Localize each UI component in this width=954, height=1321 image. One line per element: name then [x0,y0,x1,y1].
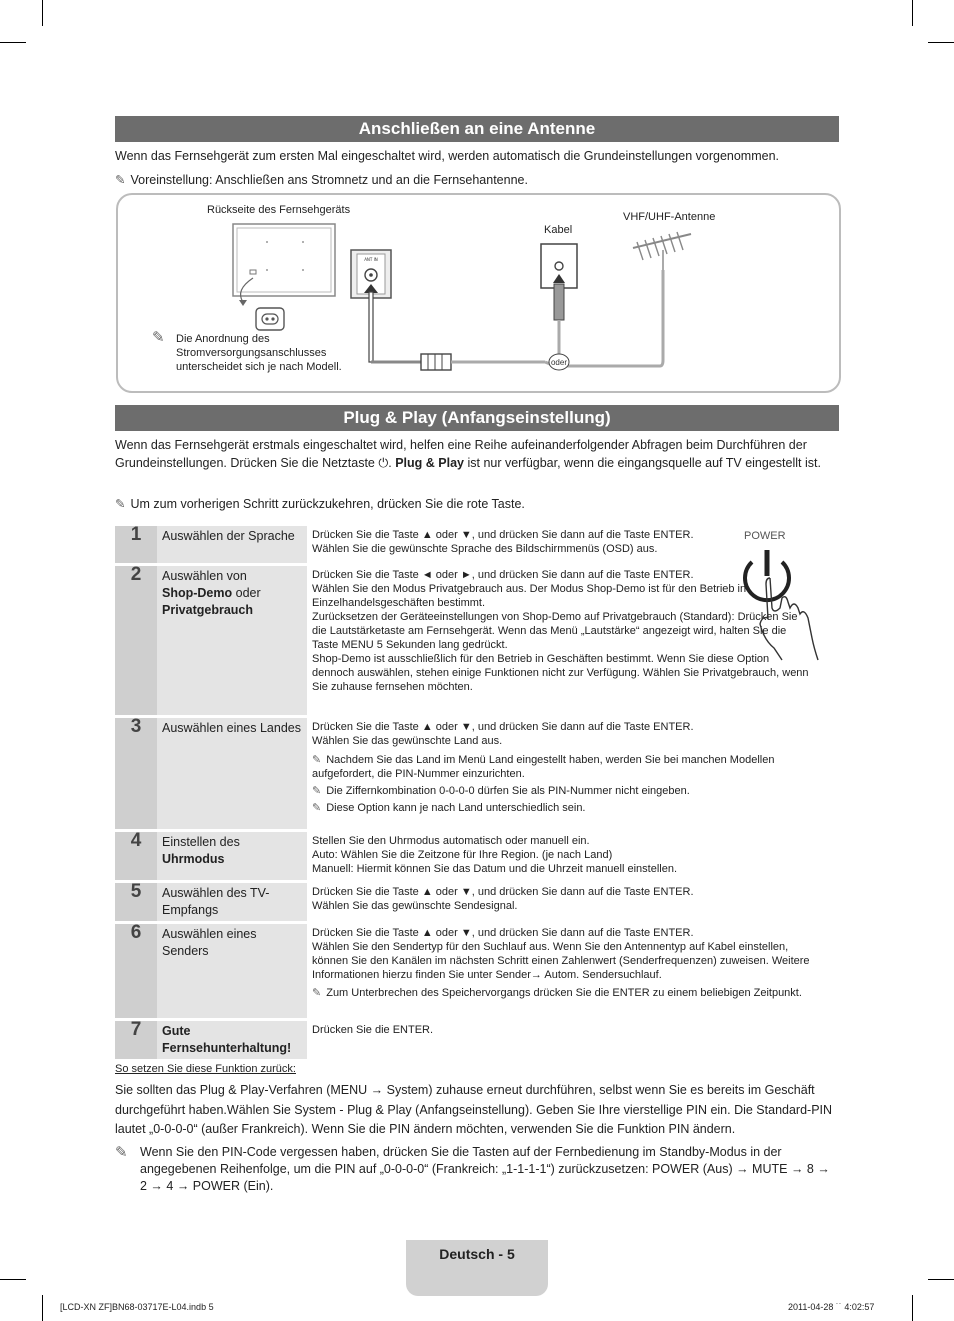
reset-note: ✎ Wenn Sie den PIN-Code vergessen haben, drücken Sie die Tasten auf der Fernbedienung im Standby-Modus in der angegebenen Reihenfolge, um die PIN auf „0-0-0-0“ (Frankreich: „1-1-1-1“) zurückzusetzen: POWER (Aus) → MUTE → 8 → 2 → 4 → POWER (Ein). [115,1143,830,1193]
footer-file: [LCD-XN ZF]BN68-03717E-L04.indb 5 [60,1302,214,1312]
note-pencil-icon: ✎ [115,1143,128,1161]
step-number: 7 [115,1021,157,1059]
step-description: Drücken Sie die Taste ▲ oder ▼, und drücken Sie dann auf die Taste ENTER. Wählen Sie das gewünschte Sendesignal. [312,886,694,912]
step-label: Auswählen eines Senders [157,924,307,1018]
tv-back-panel [233,224,335,296]
step-row [115,832,815,880]
power-socket-icon [256,308,284,330]
reset-heading: So setzen Sie diese Funktion zurück: [115,1063,296,1075]
step-label: Auswählen von Shop-Demo oder Privatgebrauch [157,566,307,715]
step-number: 6 [115,924,157,1018]
step-number: 5 [115,883,157,921]
step-number: 3 [115,718,157,829]
ant-in-text: ANT IN [364,257,378,262]
step-label: Auswählen des TV-Empfangs [157,883,307,921]
step-number: 2 [115,566,157,715]
step-label: Auswählen der Sprache [157,526,307,563]
page-number-tab: Deutsch - 5 [406,1240,548,1296]
crop-mark [42,1295,43,1321]
step-description: Drücken Sie die Taste ◄ oder ►, und drücken Sie dann auf die Taste ENTER. Wählen Sie den Modus Privatgebrauch aus. Der Modus Shop-Demo ist für den Betrieb in Einzelhandelsgeschäften bestimmt. Zurücksetzen der Geräteeinstellungen von Shop-Demo auf Privatgebrauch (Standard): Drücken Sie die Lautstärketaste am Fernsehgerät. Wenn das Menü „Lautstärke“ angezeigt wird, halten Sie die Taste MENU 5 Sekunden lang gedrückt. Shop-Demo ist ausschließlich für den Betrieb in Geschäften bestimmt. Wenn Sie diese Option dennoch auswählen, stehen einige Funktionen nicht zur Verfügung. Wählen Sie Privatgebrauch, wenn Sie zuhause fernsehen möchten. [312,569,809,693]
coax-plug-icon [421,354,451,370]
note-pencil-icon: ✎ [115,496,126,511]
step-row [115,924,815,1018]
step-description: Drücken Sie die Taste ▲ oder ▼, und drücken Sie dann auf die Taste ENTER. Wählen Sie den Sendertyp für den Suchlauf aus. Wenn Sie den Antennentyp auf Kabel einstellen, können Sie den Kanälen im nächsten Schritt einen Zahlenwert (Senderfrequenzen) zuweisen. Weitere Informationen hierzu finden Sie unter Sender→ Autom. Sendersuchlauf. ✎ Zum Unterbrechen des Speichervorgangs drücken Sie die ENTER zu einem beliebigen Zeitpunkt. [312,927,810,999]
step-label: Einstellen des Uhrmodus [157,832,307,880]
section-title-antenna: Anschließen an eine Antenne [115,116,839,142]
step-number: 1 [115,526,157,563]
tv-back-label: Rückseite des Fernsehgeräts [207,204,351,216]
power-symbol-icon: ⏻ [378,455,389,470]
cable-label: Kabel [544,224,573,236]
antenna-note: ✎ Voreinstellung: Anschließen ans Stromnetz und an die Fernsehantenne. [115,172,528,187]
finger-icon [770,578,818,660]
crop-mark [0,42,26,43]
step-row [115,718,815,829]
step-number: 4 [115,832,157,880]
or-label: oder [550,358,568,367]
antenna-intro: Wenn das Fernsehgerät zum ersten Mal eingeschaltet wird, werden automatisch die Grundeinstellungen vorgenommen. [115,149,780,163]
crop-mark [928,1279,954,1280]
step-row [115,566,815,715]
plug-play-note: ✎ Um zum vorherigen Schritt zurückzukehren, drücken Sie die rote Taste. [115,496,525,511]
step-label: Gute Fernsehunterhaltung! [157,1021,307,1059]
crop-mark [912,0,913,26]
antenna-label: VHF/UHF-Antenne [623,211,716,223]
setup-steps-table [115,523,815,1062]
step-description: Drücken Sie die ENTER. [312,1024,434,1036]
power-hand-illustration [738,548,828,663]
step-row [115,883,815,921]
crop-mark [0,1279,26,1280]
step-row [115,1021,815,1059]
step-row [115,526,815,563]
section-title-plug-play: Plug & Play (Anfangseinstellung) [115,405,839,431]
note-pencil-icon: ✎ [115,172,126,187]
footer-date: 2011-04-28 ˙˙ 4:02:57 [788,1302,875,1312]
crop-mark [42,0,43,26]
step-description: Drücken Sie die Taste ▲ oder ▼, und drücken Sie dann auf die Taste ENTER. Wählen Sie die gewünschte Sprache des Bildschirmmenüs (OSD) aus. [312,529,694,555]
reset-paragraph: Sie sollten das Plug & Play-Verfahren (MENU → System) zuhause erneut durchführen, selbst wenn Sie es bereits im Geschäft durchgeführt haben.Wählen Sie System - Plug & Play (Anfangseinstellung). Geben Sie Ihre vierstellige PIN ein. Die Standard-PIN lautet „0-0-0-0“ (außer Frankreich). Wenn Sie die PIN ändern möchten, verwenden Sie die Funktion PIN ändern. [115,1083,833,1136]
plug-play-intro: Wenn das Fernsehgerät erstmals eingeschaltet wird, helfen eine Reihe aufeinanderfolgender Abfragen beim Durchführen der Grundeinstellungen. Drücken Sie die Netztaste ⏻. Plug & Play ist nur verfügbar, wenn die eingangsquelle auf TV eingestellt ist. [115,438,821,470]
note-pencil-icon: ✎ [152,328,165,346]
step-description: Stellen Sie den Uhrmodus automatisch oder manuell ein. Auto: Wählen Sie die Zeitzone für Ihre Region. (je nach Land) Manuell: Hiermit können Sie das Datum und die Uhrzeit manuell einstellen. [312,835,678,875]
step-description: Drücken Sie die Taste ▲ oder ▼, und drücken Sie dann auf die Taste ENTER. Wählen Sie das gewünschte Land aus. ✎ Nachdem Sie das Land im Menü Land eingestellt haben, werden Sie bei manchen Modellen aufgefordert, die PIN-Nummer einzurichten. ✎ Die Ziffernkombination 0-0-0-0 dürfen Sie als PIN-Nummer nicht eingeben. ✎ Diese Option kann je nach Land unterschiedlich sein. [312,721,775,814]
crop-mark [928,42,954,43]
crop-mark [912,1295,913,1321]
step-label: Auswählen eines Landes [157,718,307,829]
power-label: POWER [744,530,786,542]
power-note: ✎ Die Anordnung des Stromversorgungsanschlusses unterscheidet sich je nach Modell. [152,328,342,373]
